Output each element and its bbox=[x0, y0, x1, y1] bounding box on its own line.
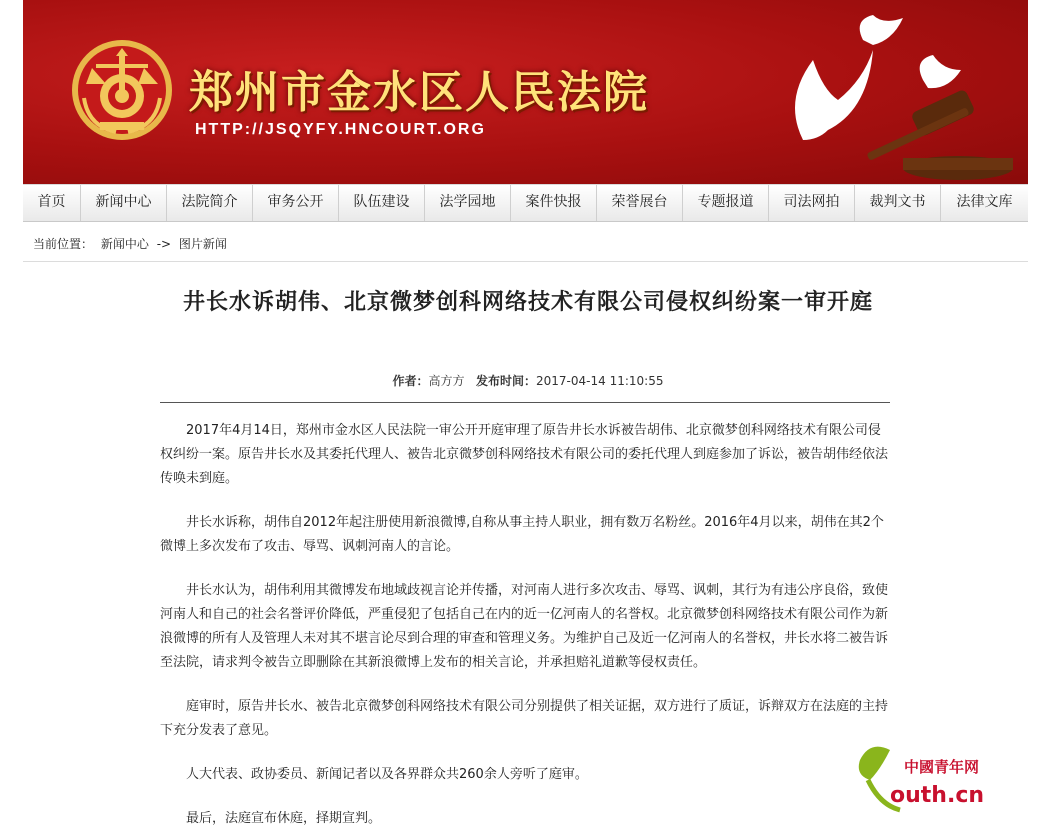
author-name: 高方方 bbox=[428, 374, 465, 388]
nav-item-about[interactable]: 法院简介 bbox=[167, 185, 253, 221]
nav-item-team[interactable]: 队伍建设 bbox=[339, 185, 425, 221]
breadcrumb-separator: -> bbox=[156, 237, 172, 251]
watermark-brand: 中國青年网 bbox=[904, 758, 980, 776]
nav-item-auction[interactable]: 司法网拍 bbox=[769, 185, 855, 221]
nav-item-judgments[interactable]: 裁判文书 bbox=[855, 185, 941, 221]
article-paragraph: 井长水诉称，胡伟自2012年起注册使用新浪微博,自称从事主持人职业，拥有数万名粉丝。2016年4月以来，胡伟在其2个微博上多次发布了攻击、辱骂、讽刺河南人的言论。 bbox=[160, 515, 884, 554]
site-title: 郑州市金水区人民法院 bbox=[189, 67, 649, 118]
nav-item-public[interactable]: 审务公开 bbox=[253, 185, 339, 221]
watermark-domain: outh.cn bbox=[890, 783, 985, 808]
article-paragraph: 2017年4月14日，郑州市金水区人民法院一审公开开庭审理了原告井长水诉被告胡伟、北京微梦创科网络技术有限公司侵权纠纷一案。原告井长水及其委托代理人、被告北京微梦创科网络技术有限公司的委托代理人到庭参加了诉讼，被告胡伟经依法传唤未到庭。 bbox=[160, 423, 889, 486]
article-paragraph: 庭审时，原告井长水、被告北京微梦创科网络技术有限公司分别提供了相关证据，双方进行了质证，诉辩双方在法庭的主持下充分发表了意见。 bbox=[160, 699, 889, 738]
time-label: 发布时间： bbox=[476, 374, 537, 388]
publish-time: 2017-04-14 11:10:55 bbox=[536, 374, 664, 388]
article-body bbox=[160, 419, 890, 832]
article-title: 井长水诉胡伟、北京微梦创科网络技术有限公司侵权纠纷案一审开庭 bbox=[182, 290, 873, 315]
site-url[interactable]: HTTP://JSQYFY.HNCOURT.ORG bbox=[195, 121, 486, 138]
nav-item-home[interactable]: 首页 bbox=[23, 185, 81, 221]
article-paragraph: 井长水认为，胡伟利用其微博发布地域歧视言论并传播，对河南人进行多次攻击、辱骂、讽刺，其行为有违公序良俗，致使河南人和自己的社会名誉评价降低，严重侵犯了包括自己在内的近一亿河南人的名誉权。北京微梦创科网络技术有限公司作为新浪微博的所有人及管理人未对其不堪言论尽到合理的审查和管理义务。为维护自己及近一亿河南人的名誉权，井长水将二被告诉至法院，请求判令被告立即删除在其新浪微博上发布的相关言论，并承担赔礼道歉等侵权责任。 bbox=[160, 583, 889, 670]
article-paragraph: 人大代表、政协委员、新闻记者以及各界群众共260余人旁听了庭审。 bbox=[186, 767, 588, 782]
nav-item-special[interactable]: 专题报道 bbox=[683, 185, 769, 221]
article-meta bbox=[158, 372, 898, 389]
breadcrumb bbox=[23, 226, 1028, 262]
court-emblem-icon bbox=[70, 38, 174, 142]
main-nav bbox=[23, 184, 1028, 222]
article-paragraph: 最后，法庭宣布休庭，择期宣判。 bbox=[186, 811, 382, 826]
breadcrumb-label: 当前位置： bbox=[33, 237, 94, 251]
dove-gavel-icon bbox=[743, 0, 1028, 184]
nav-item-cases[interactable]: 案件快报 bbox=[511, 185, 597, 221]
youth-cn-watermark-icon bbox=[850, 740, 990, 820]
nav-item-law[interactable]: 法学园地 bbox=[425, 185, 511, 221]
nav-item-honors[interactable]: 荣誉展台 bbox=[597, 185, 683, 221]
nav-item-library[interactable]: 法律文库 bbox=[956, 194, 1013, 210]
author-label: 作者： bbox=[392, 374, 429, 388]
breadcrumb-current[interactable]: 图片新闻 bbox=[178, 237, 227, 251]
breadcrumb-section[interactable]: 新闻中心 bbox=[100, 237, 149, 251]
site-banner bbox=[23, 0, 1028, 184]
divider bbox=[160, 402, 890, 403]
nav-item-news[interactable]: 新闻中心 bbox=[81, 185, 167, 221]
